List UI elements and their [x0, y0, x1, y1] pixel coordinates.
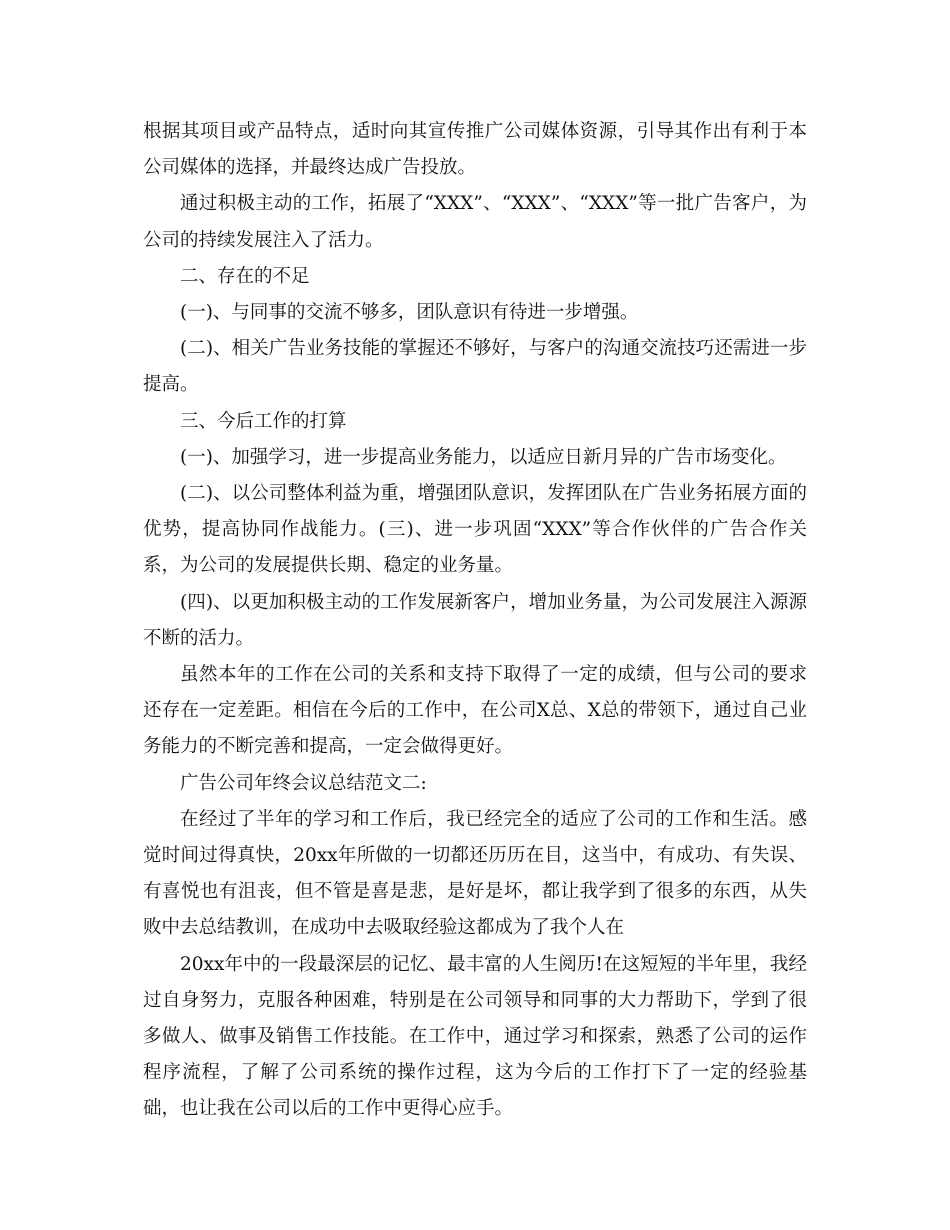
document-body: [143, 114, 807, 1128]
sample-two-paragraph-2: 20xx年中的一段最深层的记忆、最丰富的人生阅历!在这短短的半年里，我经过自身努力，克服各种困难，特别是在公司领导和同事的大力帮助下，学到了很多做人、做事及销售工作技能。在工作中，通过学习和探索，熟悉了公司的运作程序流程，了解了公司系统的操作过程，这为今后的工作打下了一定的经验基础，也让我在公司以后的工作中更得心应手。: [143, 953, 807, 1120]
sample-two-title: 广告公司年终会议总结范文二:: [180, 772, 427, 794]
section-heading-plans: 三、今后工作的打算: [180, 410, 347, 432]
section-heading-shortcomings: 二、存在的不足: [180, 265, 310, 287]
plan-item-4: (四)、以更加积极主动的工作发展新客户，增加业务量，为公司发展注入源源不断的活力。: [143, 591, 807, 649]
sample-two-paragraph-1: 在经过了半年的学习和工作后，我已经完全的适应了公司的工作和生活。感觉时间过得真快，20xx年所做的一切都还历历在目，这当中，有成功、有失误、有喜悦也有沮丧，但不管是喜是悲，是好是坏，都让我学到了很多的东西，从失败中去总结教训，在成功中去吸取经验这都成为了我个人在: [143, 808, 807, 939]
plan-item-1: (一)、加强学习，进一步提高业务能力，以适应日新月异的广告市场变化。: [180, 446, 787, 468]
paragraph-intro-continuation: 根据其项目或产品特点，适时向其宣传推广公司媒体资源，引导其作出有利于本公司媒体的选择，并最终达成广告投放。: [143, 121, 807, 179]
plan-item-2-3: (二)、以公司整体利益为重，增强团队意识，发挥团队在广告业务拓展方面的优势，提高协同作战能力。(三)、进一步巩固“XXX”等合作伙伴的广告合作关系，为公司的发展提供长期、稳定的业务量。: [143, 483, 807, 577]
paragraph-conclusion: 虽然本年的工作在公司的关系和支持下取得了一定的成绩，但与公司的要求还存在一定差距。相信在今后的工作中，在公司X总、X总的带领下，通过自己业务能力的不断完善和提高，一定会做得更好。: [143, 664, 807, 758]
shortcoming-item-2: (二)、相关广告业务技能的掌握还不够好，与客户的沟通交流技巧还需进一步提高。: [143, 338, 807, 396]
paragraph-new-clients: 通过积极主动的工作，拓展了“XXX”、“XXX”、“XXX”等一批广告客户，为公司的持续发展注入了活力。: [143, 193, 807, 251]
shortcoming-item-1: (一)、与同事的交流不够多，团队意识有待进一步增强。: [180, 302, 639, 324]
